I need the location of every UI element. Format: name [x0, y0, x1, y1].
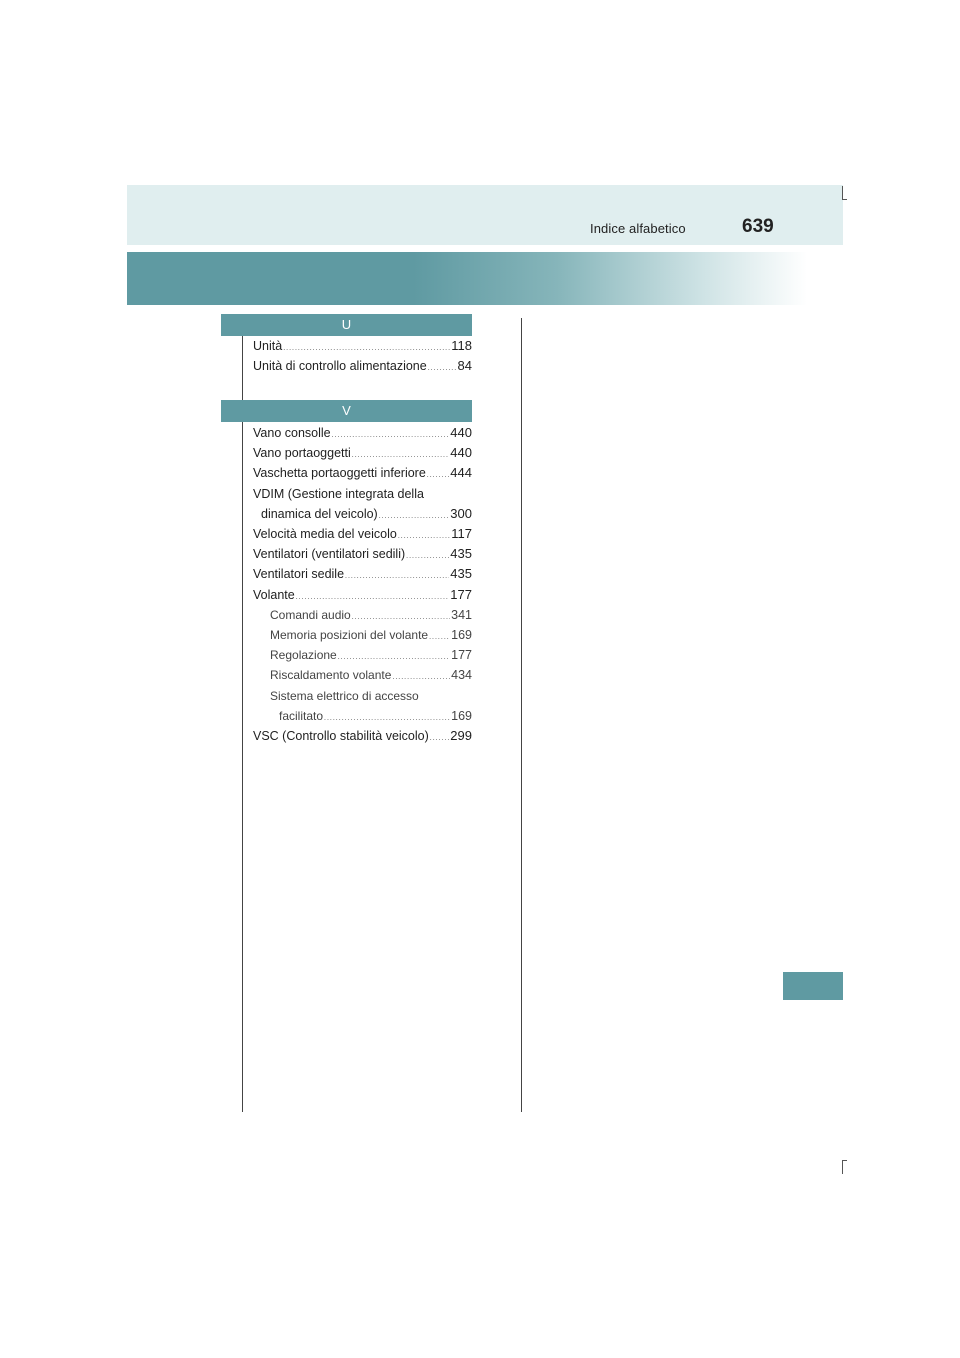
entry-text: facilitato: [279, 708, 324, 723]
column-rule-left: [242, 318, 243, 1112]
leader-dots: [406, 551, 449, 563]
entry-text: Sistema elettrico di accesso: [270, 688, 419, 703]
entry-page: 434: [451, 668, 472, 683]
entry-page: 299: [450, 728, 472, 744]
leader-dots: [338, 652, 450, 664]
section-u-entries: [253, 336, 472, 376]
leader-dots: [283, 343, 450, 355]
crop-mark-bottom-tick: [842, 1160, 847, 1161]
entry-text: Ventilatori sedile: [253, 567, 345, 582]
entry-text: Unità di controllo alimentazione: [253, 359, 427, 374]
entry-text: Vano portaoggetti: [253, 446, 351, 461]
entry-text: VDIM (Gestione integrata della: [253, 486, 424, 501]
index-entry[interactable]: [253, 585, 472, 605]
section-header-v: V: [221, 400, 472, 422]
leader-dots: [427, 470, 450, 482]
column-rule-middle: [521, 318, 522, 1112]
leader-dots: [398, 531, 450, 543]
index-entry[interactable]: [253, 423, 472, 443]
entry-text: Vaschetta portaoggetti inferiore: [253, 466, 426, 481]
crop-mark-bottom: [842, 1160, 843, 1174]
entry-page: 84: [457, 358, 472, 374]
crop-mark-top: [842, 186, 843, 199]
index-entry[interactable]: [253, 336, 472, 356]
page-number: 639: [742, 216, 774, 237]
chapter-side-tab: [783, 972, 843, 1000]
entry-text: Volante: [253, 587, 295, 602]
index-subentry-line1[interactable]: [253, 686, 472, 706]
entry-page: 440: [450, 445, 472, 461]
leader-dots: [430, 733, 450, 745]
entry-text: dinamica del veicolo): [261, 506, 378, 521]
leader-dots: [296, 592, 450, 604]
index-subentry[interactable]: [253, 625, 472, 645]
index-entry[interactable]: [253, 443, 472, 463]
index-entry[interactable]: [253, 726, 472, 746]
entry-text: Riscaldamento volante: [270, 668, 392, 683]
crop-mark-top-tick: [842, 199, 847, 200]
section-header-u: U: [221, 314, 472, 336]
index-entry[interactable]: [253, 564, 472, 584]
entry-text: Unità: [253, 339, 283, 353]
leader-dots: [324, 713, 450, 725]
entry-text: Vano consolle: [253, 426, 331, 440]
entry-page: 440: [450, 425, 472, 440]
entry-page: 177: [450, 586, 472, 602]
gradient-banner: [127, 252, 843, 305]
leader-dots: [428, 363, 457, 375]
entry-text: Comandi audio: [270, 607, 351, 622]
leader-dots: [392, 672, 450, 684]
leader-dots: [352, 612, 450, 624]
leader-dots: [429, 632, 450, 644]
entry-text: Velocità media del veicolo: [253, 527, 397, 542]
index-entry-line2[interactable]: [253, 504, 472, 524]
leader-dots: [332, 430, 450, 442]
index-entry[interactable]: [253, 356, 472, 376]
entry-page: 435: [450, 566, 472, 582]
index-entry[interactable]: [253, 524, 472, 544]
index-subentry[interactable]: [253, 605, 472, 625]
leader-dots: [345, 571, 449, 583]
section-v-entries: [253, 423, 472, 746]
entry-page: 169: [451, 628, 472, 643]
header-band: [127, 185, 843, 245]
leader-dots: [352, 450, 450, 462]
leader-dots: [379, 511, 450, 523]
entry-text: Ventilatori (ventilatori sedili): [253, 547, 406, 562]
entry-page: 444: [450, 465, 472, 481]
entry-text: Regolazione: [270, 648, 337, 663]
entry-page: 118: [451, 338, 472, 353]
entry-page: 177: [451, 648, 472, 663]
index-subentry[interactable]: [253, 645, 472, 665]
entry-page: 169: [451, 708, 472, 723]
entry-text: VSC (Controllo stabilità veicolo): [253, 729, 429, 744]
header-title: Indice alfabetico: [590, 221, 686, 236]
entry-text: Memoria posizioni del volante: [270, 628, 429, 643]
index-subentry[interactable]: [253, 665, 472, 685]
entry-page: 117: [451, 526, 472, 542]
index-entry[interactable]: [253, 544, 472, 564]
index-entry-line1[interactable]: [253, 484, 472, 504]
index-subentry-line2[interactable]: [253, 706, 472, 726]
entry-page: 300: [450, 505, 472, 521]
entry-page: 341: [451, 607, 472, 622]
index-entry[interactable]: [253, 463, 472, 483]
entry-page: 435: [450, 546, 472, 562]
